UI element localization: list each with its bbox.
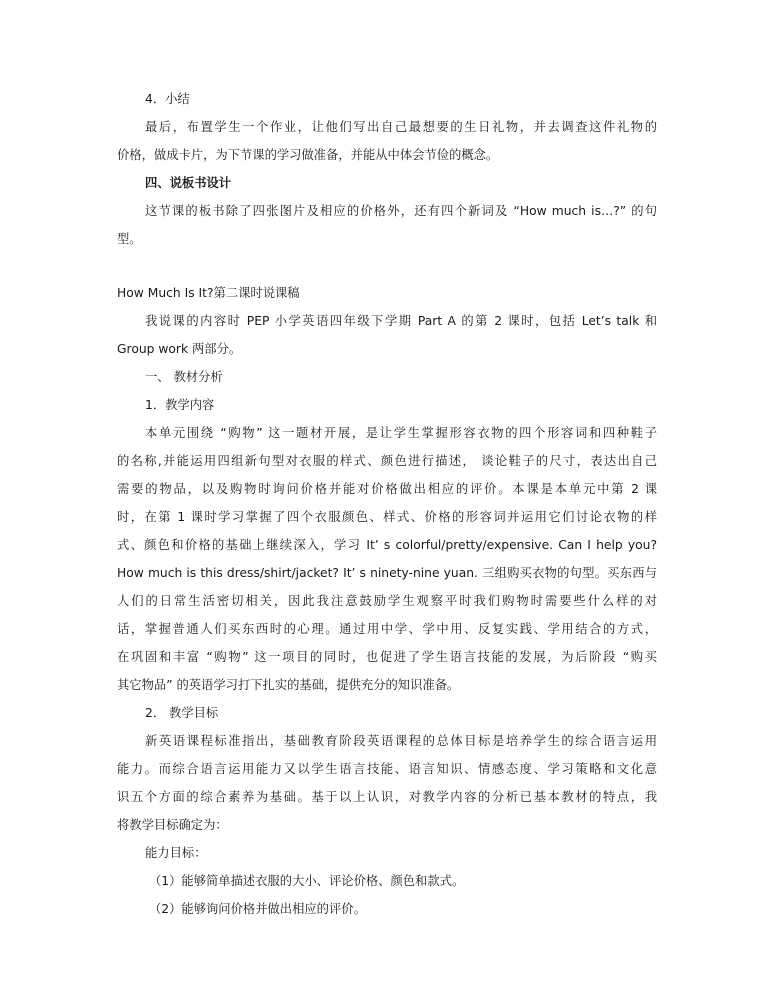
section-heading-textbook-analysis: 一、 教材分析 xyxy=(145,370,223,384)
paragraph-line: 能力。而综合语言运用能力又以学生语言技能、语言知识、情感态度、学习策略和文化意 xyxy=(117,762,657,776)
list-item: （2）能够询问价格并做出相应的评价。 xyxy=(149,902,366,916)
paragraph-line: 我说课的内容时 PEP 小学英语四年级下学期 Part A 的第 2 课时，包括 Let’s talk 和 xyxy=(145,314,657,328)
ability-goals-label: 能力目标： xyxy=(145,846,207,860)
paragraph-line: 将教学目标确定为： xyxy=(117,818,228,832)
paragraph-line: 这节课的板书除了四张图片及相应的价格外，还有四个新词及 “How much is…?” 的句 xyxy=(145,204,657,218)
subsection-heading-objectives: 2． 教学目标 xyxy=(145,706,219,720)
subsection-heading-content: 1．教学内容 xyxy=(145,398,215,412)
paragraph-line: 新英语课程标准指出，基础教育阶段英语课程的总体目标是培养学生的综合语言运用 xyxy=(145,734,657,748)
paragraph-line: 在巩固和丰富 “购物” 这一项目的同时，也促进了学生语言技能的发展，为后阶段 “购买 xyxy=(117,650,657,664)
paragraph-line: 其它物品” 的英语学习打下扎实的基础，提供充分的知识准备。 xyxy=(117,678,460,692)
paragraph-line: 人们的日常生活密切相关，因此我注意鼓励学生观察平时我们购物时需要些什么样的对 xyxy=(117,594,657,608)
paragraph-line: 本单元围绕 “购物” 这一题材开展，是让学生掌握形容衣物的四个形容词和四种鞋子 xyxy=(145,426,657,440)
paragraph-line: 式、颜色和价格的基础上继续深入，学习 It’ s colorful/pretty/expensive. Can I help you? xyxy=(117,538,657,552)
paragraph-line: 识五个方面的综合素养为基础。基于以上认识，对教学内容的分析已基本教材的特点，我 xyxy=(117,790,657,804)
paragraph-line: 型。 xyxy=(117,232,142,246)
paragraph-line: 的名称,并能运用四组新句型对衣服的样式、颜色进行描述， 谈论鞋子的尺寸，表达出自己 xyxy=(117,454,657,468)
paragraph-line: 需要的物品，以及购物时询问价格并能对价格做出相应的评价。本课是本单元中第 2 课 xyxy=(117,482,657,496)
subsection-heading-summary: 4．小结 xyxy=(145,92,190,106)
paragraph-line: 话，掌握普通人们买东西时的心理。通过用中学、学中用、反复实践、学用结合的方式， xyxy=(117,622,657,636)
section-heading-board-design: 四、说板书设计 xyxy=(145,176,232,190)
paragraph-line: 价格，做成卡片，为下节课的学习做准备，并能从中体会节俭的概念。 xyxy=(117,148,499,162)
paragraph-line: How much is this dress/shirt/jacket? It’ s ninety-nine yuan. 三组购买衣物的句型。买东西与 xyxy=(117,566,657,580)
paragraph-line: 时，在第 1 课时学习掌握了四个衣服颜色、样式、价格的形容词并运用它们讨论衣物的样 xyxy=(117,510,657,524)
paragraph-line: Group work 两部分。 xyxy=(117,342,242,356)
paragraph-line: 最后，布置学生一个作业，让他们写出自己最想要的生日礼物，并去调查这件礼物的 xyxy=(145,120,657,134)
list-item: （1）能够简单描述衣服的大小、评论价格、颜色和款式。 xyxy=(149,874,465,888)
document-title: How Much Is It?第二课时说课稿 xyxy=(117,286,300,300)
